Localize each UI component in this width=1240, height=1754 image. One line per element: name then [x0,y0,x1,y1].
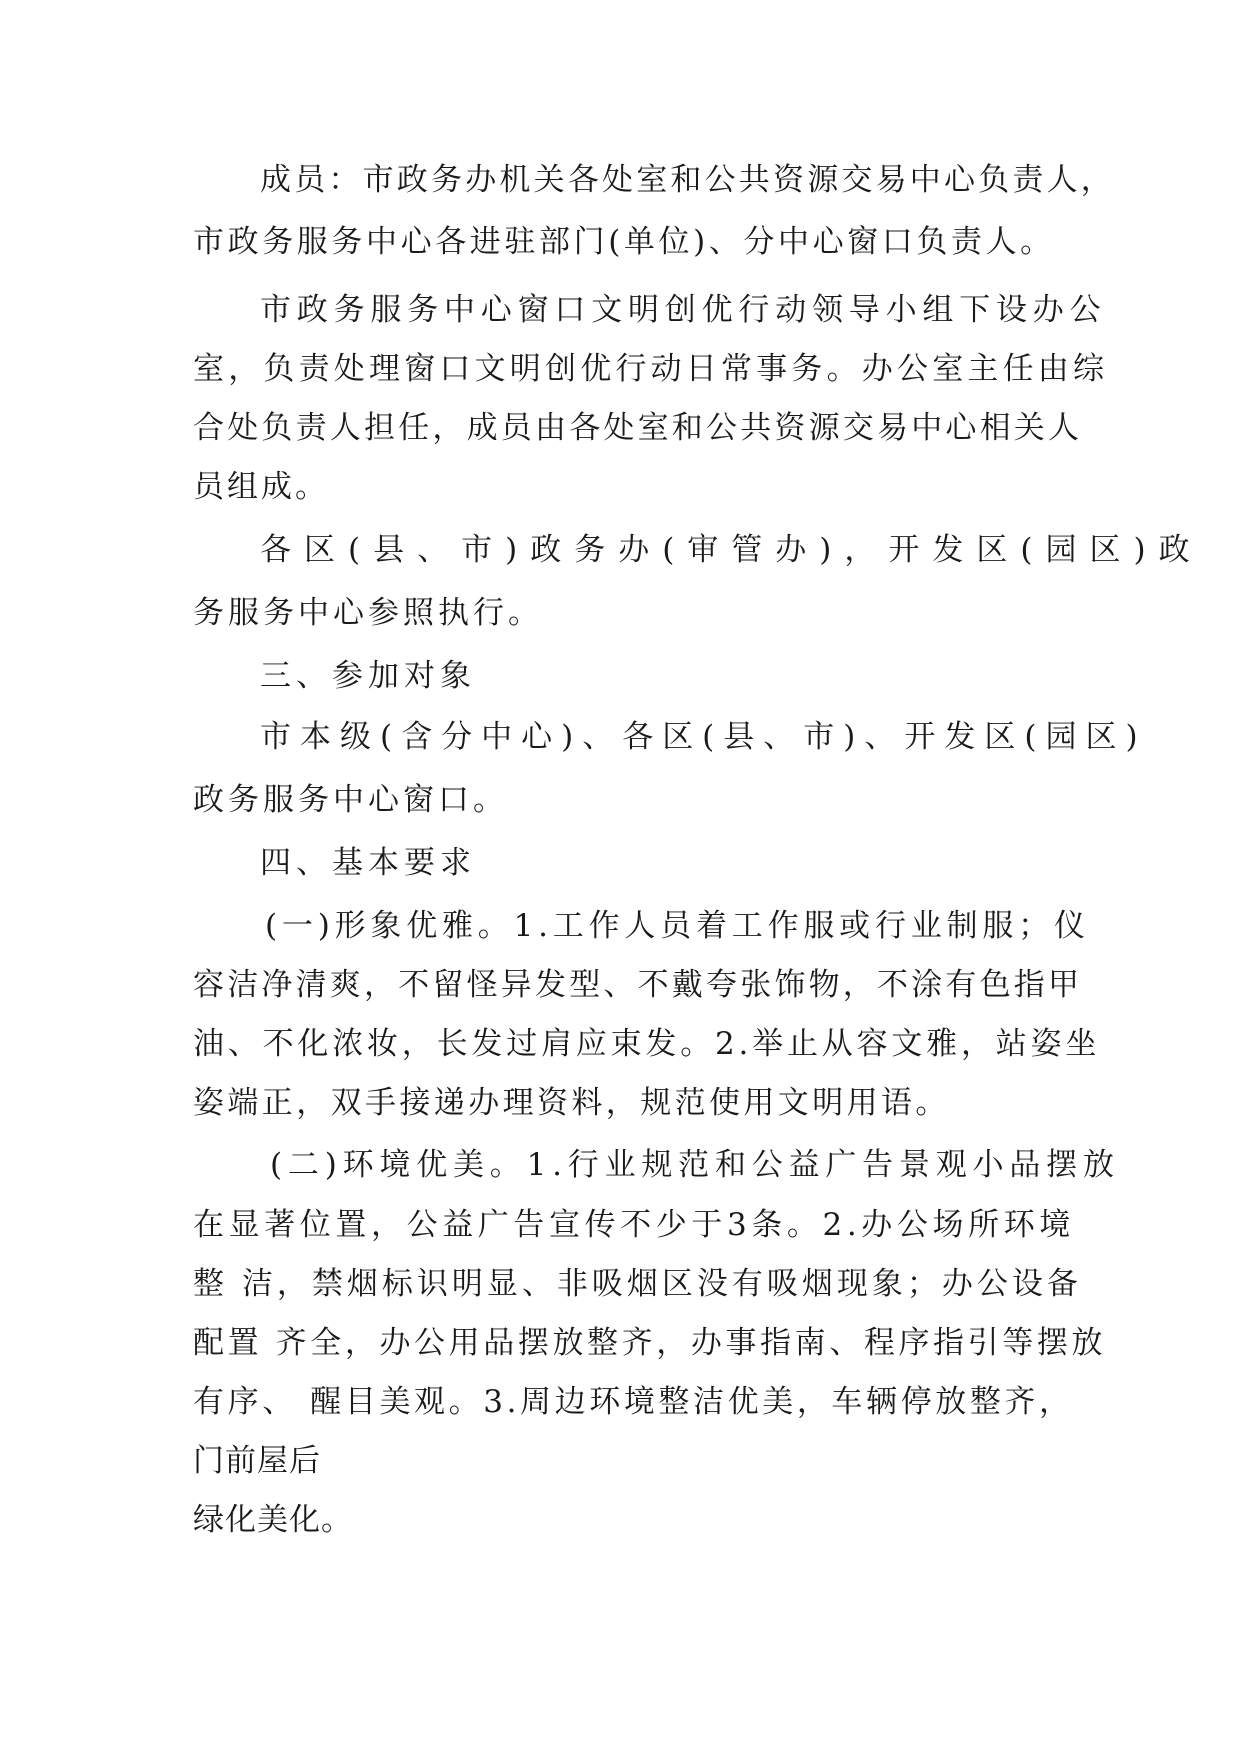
text-line: 在显著位置，公益广告宣传不少于3条。2.办公场所环境 [193,1207,1075,1243]
section-heading: 三、参加对象 [260,658,476,694]
text-line: 市政务服务中心窗口文明创优行动领导小组下设办公 [260,292,1107,328]
text-line: 政务服务中心窗口。 [193,782,508,818]
text-line: 油、不化浓妆，长发过肩应束发。2.举止从容文雅，站姿坐 [193,1026,1101,1062]
text-line: (一)形象优雅。1.工作人员着工作服或行业制服；仪 [265,908,1090,944]
text-line: 各区(县、市)政务办(审管办)，开发区(园区)政 [260,532,1203,568]
text-line: 务服务中心参照执行。 [193,595,543,631]
text-line: 成员：市政务办机关各处室和公共资源交易中心负责人， [260,162,1115,198]
section-heading: 四、基本要求 [260,845,476,881]
text-line: (二)环境优美。1.行业规范和公益广告景观小品摆放 [270,1147,1120,1183]
text-line: 合处负责人担任，成员由各处室和公共资源交易中心相关人 [193,410,1083,446]
text-line: 配置 齐全，办公用品摆放整齐，办事指南、程序指引等摆放 [193,1325,1107,1361]
text-line: 市政务服务中心各进驻部门(单位)、分中心窗口负责人。 [193,224,1055,260]
text-line: 整 洁，禁烟标识明显、非吸烟区没有吸烟现象；办公设备 [193,1266,1082,1302]
text-line: 门前屋后 [193,1443,321,1479]
text-line: 室，负责处理窗口文明创优行动日常事务。办公室主任由综 [193,351,1109,387]
text-line: 员组成。 [193,469,329,505]
text-line: 姿端正，双手接递办理资料，规范使用文明用语。 [193,1085,950,1121]
text-line: 容洁净清爽，不留怪异发型、不戴夸张饰物，不涂有色指甲 [193,967,1083,1003]
text-line: 市本级(含分中心)、各区(县、市)、开发区(园区) [260,719,1147,755]
text-line: 绿化美化。 [193,1502,353,1538]
text-line: 有序、 醒目美观。3.周边环境整洁优美，车辆停放整齐， [193,1384,1074,1420]
